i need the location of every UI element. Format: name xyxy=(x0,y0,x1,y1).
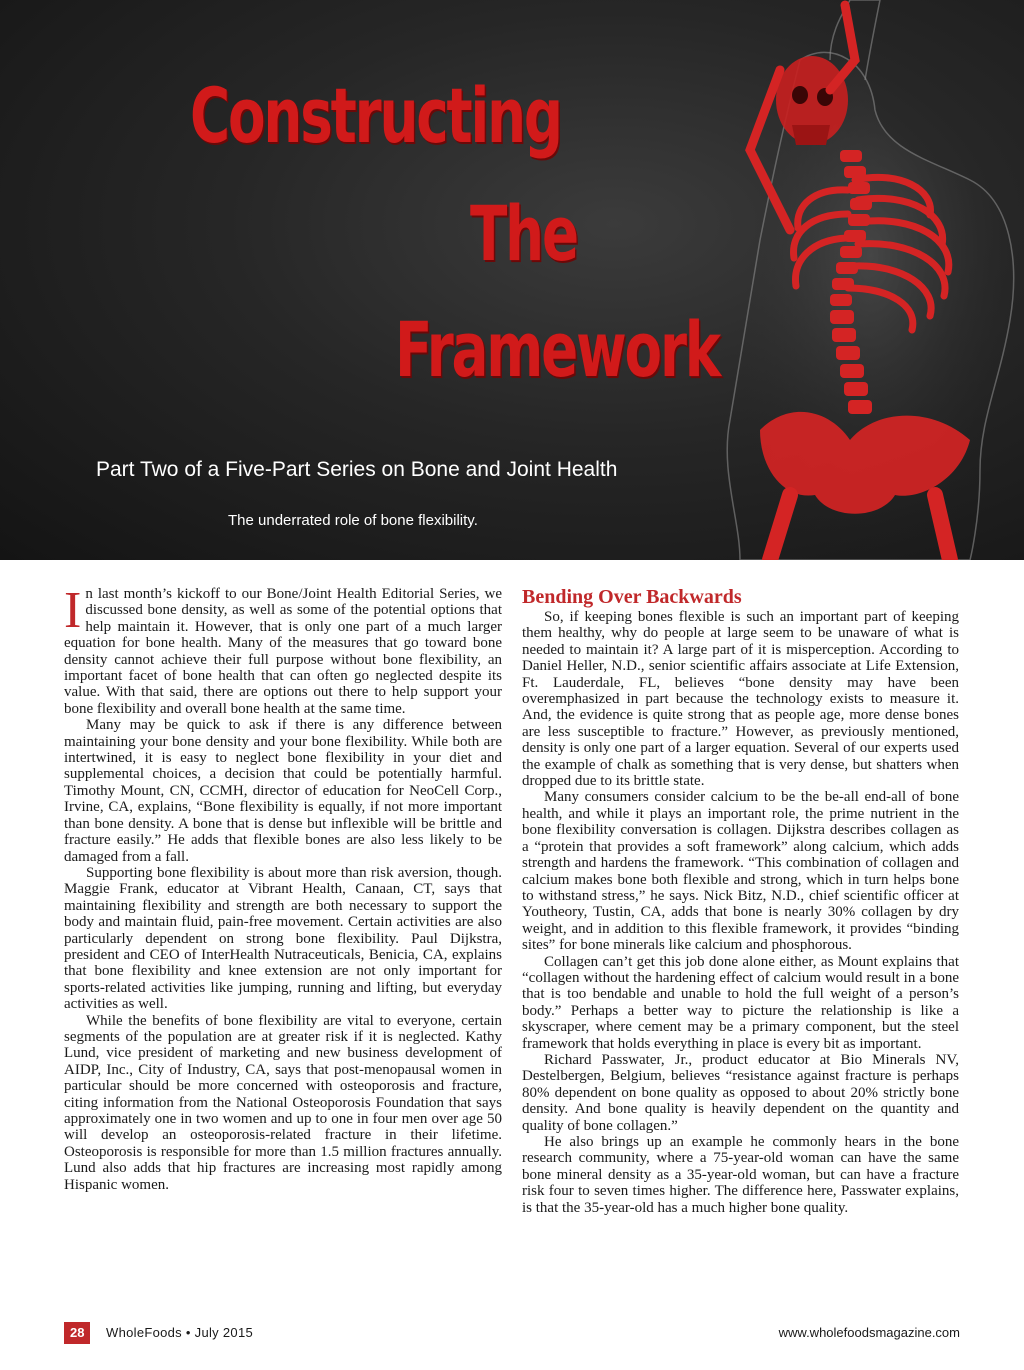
website-link[interactable]: www.wholefoodsmagazine.com xyxy=(778,1325,960,1340)
section-heading: Bending Over Backwards xyxy=(522,586,742,608)
publication-info: WholeFoods • July 2015 xyxy=(106,1325,254,1340)
paragraph: While the benefits of bone flexibility are vital to everyone, certain segments of the population are at greater risk if it is neglected. Kathy Lund, vice president of marketing and new business development of AIDP, Inc., City of Industry, CA, says that post-menopausal women in particular should be more concerned with osteoporosis and fracture, citing information from the National Osteoporosis Foundation that says approximately one in two women and up to one in four men over age 50 will develop an osteoporosis-related fracture in their lifetime. Osteoporosis is responsible for more than 1.5 million fractures annually. Lund also adds that hip fractures are increasing most rapidly among Hispanic women. xyxy=(64,1012,502,1193)
article-column-right xyxy=(522,586,959,1216)
headline-line-2: The xyxy=(470,189,577,278)
drop-cap: I xyxy=(64,582,82,639)
paragraph: Many consumers consider calcium to be the be-all end-all of bone health, and while it plays an important role, the prime nutrient in the bone flexibility conversation is collagen. Dijkstra describes collagen as a “protein that provides a soft framework” along calcium, which adds strength and hardens the framework. “This combination of collagen and calcium makes bone both flexible and strong, which in turn helps bone to withstand stress,” he says. Nick Bitz, N.D., chief scientific officer at Youtheory, Tustin, CA, adds that bone is nearly 30% collagen by dry weight, and in addition to this flexible framework, it provides “binding sites” for bone minerals like calcium and phosphorous. xyxy=(522,789,959,954)
paragraph: Many may be quick to ask if there is any difference between maintaining your bone density and your bone flexibility. While both are intertwined, it is easy to neglect bone flexibility in your diet and supplemental choices, a decision that could be potentially harmful. Timothy Mount, CN, CCMH, director of education for NeoCell Corp., Irvine, CA, explains, “Bone flexibility is equally, if not more important than bone density. A bone that is dense but inflexible will be brittle and fracture easily.” He adds that flexible bones are also less likely to be damaged from a fall. xyxy=(64,717,502,865)
paragraph xyxy=(64,582,502,717)
article-column-left xyxy=(64,582,502,1193)
paragraph-text: n last month’s kickoff to our Bone/Joint Health Editorial Series, we discussed bone density, as well as some of the potential options that help maintain it. However, that is only one part of a much larger equation for bone health. Many of the measures that go toward bone density cannot achieve their full purpose without bone flexibility, an important facet of bone health that can often go neglected despite its value. With that said, there are options out there to help support your bone flexibility and overall bone health at the same time. xyxy=(64,586,502,717)
paragraph: So, if keeping bones flexible is such an important part of keeping them healthy, why do people at large seem to be unaware of what is needed to maintain it? A large part of it is misperception. According to Daniel Heller, N.D., senior scientific affairs associate at Life Extension, Ft. Lauderdale, FL, believes “bone density may have been overemphasized in part because the technology exists to measure it. And, the evidence is quite strong that as people age, more dense bones are less susceptible to fracture.” However, as previously mentioned, density is only one part of a larger equation. Several of our experts used the example of chalk as something that is very dense, but shatters when dropped due to its brittle state. xyxy=(522,609,959,790)
hero-banner xyxy=(0,0,1024,560)
skeleton-illustration xyxy=(680,0,1024,560)
page-footer xyxy=(64,1322,960,1344)
paragraph: Collagen can’t get this job done alone either, as Mount explains that “collagen without the hardening effect of calcium would result in a bone that is too bendable and unable to hold the full weight of a person’s body.” Perhaps a better way to picture the relationship is like a skyscraper, where cement may be a primary component, but the steel framework that holds everything in place is every bit as important. xyxy=(522,953,959,1052)
headline-line-3: Framework xyxy=(395,305,720,394)
page-number: 28 xyxy=(64,1322,90,1344)
series-subtitle: Part Two of a Five-Part Series on Bone and Joint Health xyxy=(96,458,618,481)
article-tagline: The underrated role of bone flexibility. xyxy=(228,512,478,529)
paragraph: He also brings up an example he commonly hears in the bone research community, where a 75-year-old woman can have the same bone mineral density as a 35-year-old woman, but can have a fracture risk four to seven times higher. The difference here, Passwater explains, is that the 35-year-old has a much higher bone quality. xyxy=(522,1134,959,1216)
paragraph: Richard Passwater, Jr., product educator at Bio Minerals NV, Destelbergen, Belgium, believes “resistance against fracture is perhaps 80% dependent on bone quality as opposed to about 20% strictly bone density. And bone quality is heavily dependent on the quantity and quality of bone collagen.” xyxy=(522,1051,959,1134)
headline-line-1: Constructing xyxy=(190,71,561,160)
paragraph: Supporting bone flexibility is about more than risk aversion, though. Maggie Frank, educator at Vibrant Health, Canaan, CT, says that maintaining flexibility and strength are both necessary to support the body and maintain fluid, pain-free movement. Certain activities are also particularly dependent on strong bone flexibility. Paul Dijkstra, president and CEO of InterHealth Nutraceuticals, Benicia, CA, explains that bone flexibility and knee extension are not only important for sports-related activities like jumping, running and lifting, but everyday activities as well. xyxy=(64,864,502,1013)
